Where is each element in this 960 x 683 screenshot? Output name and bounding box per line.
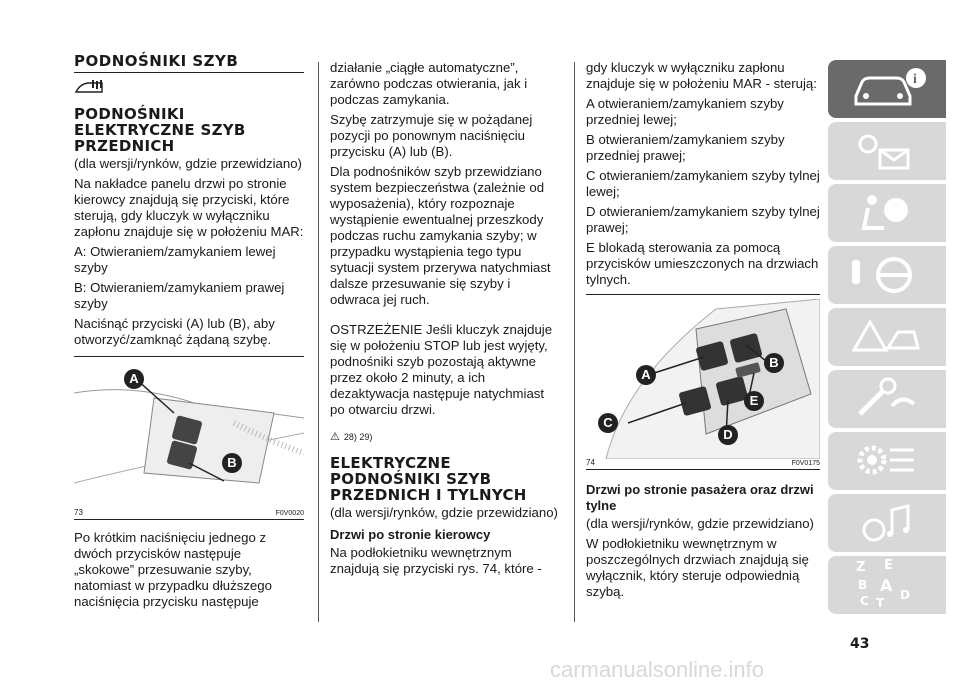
paragraph: Po krótkim naciśnięciu jednego z dwóch przycisków następuje „skokowe” przesuwanie szyby, natomiast w przypadku dłuższego naciśnięcia przycisku następuje <box>74 530 272 609</box>
paragraph: A otwieraniem/zamykaniem szyby przedniej lewej; <box>586 96 784 127</box>
paragraph: B otwieraniem/zamykaniem szyby przedniej prawej; <box>586 132 785 163</box>
steering-wheel-icon <box>828 246 946 304</box>
paragraph: działanie „ciągłe automatyczne”, zarówno podczas otwierania, jak i podczas zamykania. <box>330 60 528 107</box>
paragraph: B: Otwieraniem/zamykaniem prawej szyby <box>74 280 285 311</box>
paragraph: Naciśnąć przyciski (A) lub (B), aby otworzyć/zamknąć żądaną szybę. <box>74 316 275 347</box>
tab-index[interactable] <box>828 556 946 614</box>
window-icon <box>74 78 110 101</box>
armrest-illustration <box>586 299 820 459</box>
paragraph: gdy kluczyk w wyłączniku zapłonu znajduje się w położeniu MAR - sterują: <box>586 60 817 91</box>
paragraph: D otwieraniem/zamykaniem szyby tylnej prawej; <box>586 204 820 235</box>
figure-number: 73 <box>74 508 83 517</box>
label-c: C <box>598 413 618 433</box>
paragraph: (dla wersji/rynków, gdzie przewidziano) <box>74 156 302 171</box>
paragraph: (dla wersji/rynków, gdzie przewidziano) <box>330 505 558 520</box>
label-b: B <box>764 353 784 373</box>
paragraph: C otwieraniem/zamykaniem szyby tylnej lewej; <box>586 168 820 199</box>
paragraph: Dla podnośników szyb przewidziano system bezpieczeństwa (zależnie od wyposażenia), który rozpoznaje wystąpienie ewentualnej przeszkody podczas ruchu zamykania szyby; w przypadku wystąpienia tego typu sytuacji system przerywa natychmiast dalsze przesuwanie się szyby i odwraca jej ruch. <box>330 164 551 307</box>
tab-emergency[interactable] <box>828 308 946 366</box>
wrench-icon <box>828 370 946 428</box>
svg-text:i: i <box>913 72 917 87</box>
column-divider <box>574 62 575 622</box>
figure-number: 74 <box>586 458 595 467</box>
section-heading: PODNOŚNIKI ELEKTRYCZNE SZYB PRZEDNICH <box>74 105 246 155</box>
paragraph: OSTRZEŻENIE Jeśli kluczyk znajduje się w położeniu STOP lub jest wyjęty, podnośniki szyb pozostają aktywne przez około 2 minuty, a ich dezaktywacja następuje natychmiast po otwarciu drzwi. <box>330 322 553 417</box>
subheading: Drzwi po stronie pasażera oraz drzwi tylne <box>586 482 814 513</box>
tab-starting-driving[interactable] <box>828 246 946 304</box>
tab-dashboard[interactable] <box>828 122 946 180</box>
column-2 <box>330 60 562 577</box>
gear-icon <box>828 432 946 490</box>
paragraph: (dla wersji/rynków, gdzie przewidziano) <box>586 516 814 531</box>
figure-rule <box>586 469 820 470</box>
music-note-icon <box>828 494 946 552</box>
column-divider <box>318 62 319 622</box>
paragraph: Szybę zatrzymuje się w pożądanej pozycji po ponownym naciśnięciu przycisku (A) lub (B). <box>330 112 533 159</box>
sun-envelope-icon <box>828 122 946 180</box>
tab-maintenance[interactable] <box>828 370 946 428</box>
figure-code: F0V0020 <box>275 510 304 517</box>
warning-icon: ⚠ <box>330 431 340 443</box>
warning-refs: ⚠ 28) 29) <box>330 431 373 443</box>
figure-74 <box>586 295 820 465</box>
label-a: A <box>636 365 656 385</box>
figure-rule <box>74 519 304 520</box>
warning-triangle-icon <box>828 308 946 366</box>
paragraph: W podłokietniku wewnętrznym w poszczególnych drzwiach znajdują się wyłącznik, który steruje odpowiednią szybą. <box>586 536 809 599</box>
figure-code: F0V0175 <box>791 460 820 467</box>
paragraph: E blokadą sterowania za pomocą przycisków umieszczonych na drzwiach tylnych. <box>586 240 819 287</box>
alphabet-icon: Z E B A C T D <box>856 558 910 610</box>
subheading: Drzwi po stronie kierowcy <box>330 527 491 542</box>
section-heading: ELEKTRYCZNE PODNOŚNIKI SZYB PRZEDNICH I TYLNYCH <box>330 454 527 504</box>
title-rule <box>74 72 304 73</box>
figure-73 <box>74 357 304 515</box>
section-title: PODNOŚNIKI SZYB <box>74 52 239 70</box>
watermark: carmanualsonline.info <box>550 657 765 682</box>
door-panel-illustration <box>74 363 304 513</box>
label-d: D <box>718 425 738 445</box>
airbag-icon <box>828 184 946 242</box>
label-b: B <box>222 453 242 473</box>
page-number: 43 <box>850 636 870 652</box>
tab-multimedia[interactable] <box>828 494 946 552</box>
label-a: A <box>124 369 144 389</box>
paragraph: Na nakładce panelu drzwi po stronie kierowcy znajdują się przyciski, które sterują, gdy kluczyk w wyłączniku zapłonu znajduje się w położeniu MAR: <box>74 176 304 239</box>
tab-vehicle-info[interactable] <box>828 60 946 118</box>
column-3 <box>586 60 820 600</box>
tab-technical-data[interactable] <box>828 432 946 490</box>
tab-safety[interactable] <box>828 184 946 242</box>
car-info-icon <box>828 60 946 118</box>
label-e: E <box>744 391 764 411</box>
paragraph: Na podłokietniku wewnętrznym znajdują się przyciski rys. 74, które - <box>330 545 542 576</box>
paragraph: A: Otwieraniem/zamykaniem lewej szyby <box>74 244 276 275</box>
